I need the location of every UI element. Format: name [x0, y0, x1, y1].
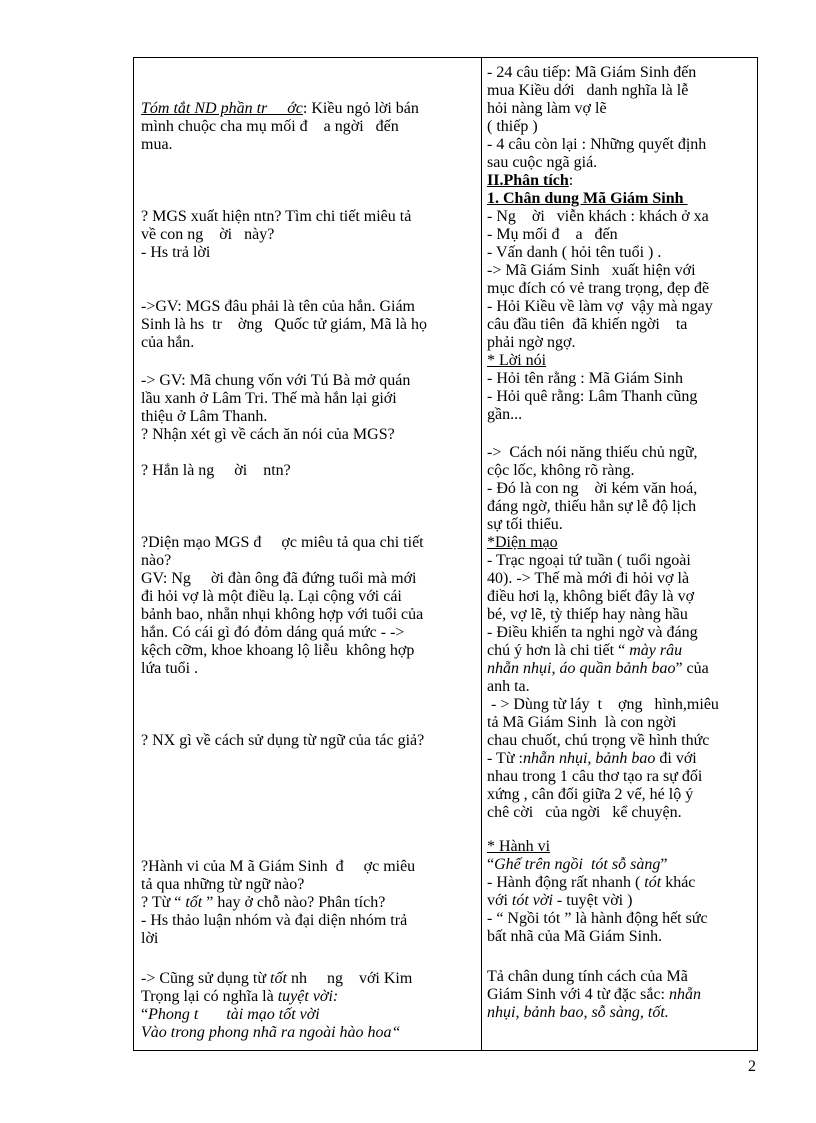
text-run: - Hỏi Kiều về làm vợ vậy mà ngay	[487, 298, 713, 315]
text-run: Tả chân dung tính cách của Mã	[487, 968, 688, 985]
left-block	[141, 858, 474, 948]
text-line	[487, 462, 755, 480]
left-block	[141, 298, 474, 352]
text-run: - Hs trả lời	[141, 244, 211, 261]
text-run: thiệu ở Lâm Thanh.	[141, 408, 268, 425]
text-run: chau chuốt, chú trọng về hình thức	[487, 732, 710, 749]
text-line	[487, 154, 755, 172]
text-run: Phong t tài mạo tốt vời	[148, 1006, 320, 1023]
text-line	[487, 910, 755, 928]
text-line	[487, 516, 755, 534]
text-run: mình chuộc cha mụ mối đ a ngời đến	[141, 118, 399, 135]
text-run: nhụi, bảnh bao, sỗ sàng, tốt.	[487, 1004, 669, 1021]
text-run: ” hay ở chỗ nào? Phân tích?	[202, 894, 386, 911]
text-run: đi hỏi vợ là một điều lạ. Lại cộng với cái	[141, 588, 402, 605]
text-run: kệch cỡm, khoe khoang lộ liễu không hợp	[141, 642, 415, 659]
text-line	[141, 912, 474, 930]
text-line	[141, 970, 474, 988]
text-run: ? Từ “	[141, 894, 186, 911]
text-line	[487, 768, 755, 786]
text-run: nh ng với Kim	[286, 970, 413, 987]
text-line	[141, 642, 474, 660]
text-line	[141, 408, 474, 426]
text-line	[487, 928, 755, 946]
text-run: - 24 câu tiếp: Mã Giám Sinh đến	[487, 64, 697, 81]
text-run: khác	[661, 874, 696, 891]
text-run: 40). -> Thế mà mới đi hỏi vợ là	[487, 570, 690, 587]
text-line	[487, 986, 755, 1004]
text-line	[141, 390, 474, 408]
text-line	[487, 480, 755, 498]
text-run: ? Hắn là ng ời ntn?	[141, 462, 291, 479]
text-line	[141, 1006, 474, 1024]
text-run: tốt	[270, 970, 287, 987]
page-number: 2	[748, 1058, 756, 1075]
text-run: ? NX gì về cách sử dụng từ ngữ của tác giả?	[141, 732, 425, 749]
left-block	[141, 208, 474, 262]
text-run: -> Mã Giám Sinh xuất hiện với	[487, 262, 696, 279]
text-run: cộc lốc, không rõ ràng.	[487, 462, 635, 479]
text-line	[487, 136, 755, 154]
text-run: lầu xanh ở Lâm Tri. Thế mà hắn lại giới	[141, 390, 397, 407]
text-line	[487, 750, 755, 768]
text-line	[141, 552, 474, 570]
text-run: sau cuộc ngã giá.	[487, 154, 598, 171]
text-line	[487, 552, 755, 570]
text-run: nhau trong 1 câu thơ tạo ra sự đối	[487, 768, 703, 785]
text-run: - tuyệt vời )	[552, 892, 633, 909]
text-line	[487, 678, 755, 696]
left-block	[141, 732, 474, 750]
text-line	[141, 372, 474, 390]
text-run: 1. Chân dung Mã Giám Sinh	[487, 190, 688, 207]
text-run: tót vời	[511, 892, 553, 909]
text-run: câu đầu tiên đã khiến ngời ta	[487, 316, 688, 333]
text-run: - Từ :	[487, 750, 523, 767]
text-line	[487, 316, 755, 334]
text-line	[141, 588, 474, 606]
text-line	[141, 988, 474, 1006]
text-line	[487, 370, 755, 388]
text-run: ?Diện mạo MGS đ ợc miêu tả qua chi tiết	[141, 534, 424, 551]
text-run: - Hỏi quê rằng: Lâm Thanh cũng	[487, 388, 698, 405]
text-run: - “ Ngồi tót ” là hành động hết sức	[487, 910, 708, 927]
text-run: Vào trong phong nhã ra ngoài hào hoa“	[141, 1024, 401, 1041]
left-block	[141, 534, 474, 678]
text-line	[141, 534, 474, 552]
text-run: lời	[141, 930, 159, 947]
text-line	[141, 462, 474, 480]
text-run: ? MGS xuất hiện ntn? Tìm chi tiết miêu tả	[141, 208, 412, 225]
text-line	[487, 714, 755, 732]
text-run: ”	[660, 856, 668, 873]
text-line	[141, 334, 474, 352]
text-line	[487, 280, 755, 298]
text-run: -> GV: Mã chung vốn với Tú Bà mở quán	[141, 372, 411, 389]
text-run: *Diện mạo	[487, 534, 558, 551]
text-line	[141, 660, 474, 678]
text-run: với	[487, 892, 512, 909]
text-line	[487, 624, 755, 642]
text-line	[141, 100, 474, 118]
text-line	[487, 100, 755, 118]
text-line	[487, 660, 755, 678]
text-run: Tóm tắt ND phần tr ớc	[141, 100, 303, 117]
text-line	[487, 388, 755, 406]
text-run: ( thiếp )	[487, 118, 538, 135]
left-block	[141, 462, 474, 480]
text-line	[487, 298, 755, 316]
text-run: - Hành động rất nhanh (	[487, 874, 645, 891]
text-run: - Đó là con ng ời kém văn hoá,	[487, 480, 698, 497]
text-line	[141, 894, 474, 912]
text-run: GV: Ng ời đàn ông đã đứng tuổi mà mới	[141, 570, 417, 587]
text-run: sự tối thiểu.	[487, 516, 563, 533]
text-run: Trọng lại có nghĩa là	[141, 988, 278, 1005]
text-line	[487, 838, 755, 856]
text-run: hắn. Có cái gì đó đỏm dáng quá mức - ->	[141, 624, 405, 641]
text-line	[487, 534, 755, 552]
text-run: hỏi nàng làm vợ lẽ	[487, 100, 607, 117]
text-line	[487, 1004, 755, 1022]
text-run: bảnh bao, nhẵn nhụi không hợp với tuổi của	[141, 606, 424, 623]
text-run: ?Hành vi của M ã Giám Sinh đ ợc miêu	[141, 858, 416, 875]
text-run: bé, vợ lẽ, tỳ thiếp hay nàng hầu	[487, 606, 688, 623]
text-run: ” của	[675, 660, 709, 677]
text-run: “	[487, 856, 495, 873]
text-run: tót	[644, 874, 662, 891]
text-run: mày râu	[629, 642, 683, 659]
text-run: nhẵn nhụi, áo quần bảnh bao	[487, 660, 676, 677]
text-run: anh ta.	[487, 678, 530, 695]
text-line	[487, 226, 755, 244]
text-line	[487, 498, 755, 516]
text-line	[141, 426, 474, 444]
text-run: nhẵn	[669, 986, 701, 1003]
text-line	[487, 406, 755, 424]
text-line	[487, 334, 755, 352]
text-run: Sinh là hs tr ờng Quốc tử giám, Mã là họ	[141, 316, 427, 333]
text-line	[141, 1024, 474, 1042]
text-line	[141, 876, 474, 894]
column-divider	[481, 58, 482, 1050]
text-line	[487, 786, 755, 804]
text-line	[487, 190, 755, 208]
text-line	[487, 606, 755, 624]
right-block	[487, 968, 755, 1022]
text-line	[141, 208, 474, 226]
text-run: * Lời nói	[487, 352, 547, 369]
text-run: “	[141, 1006, 149, 1023]
text-line	[487, 444, 755, 462]
text-line	[141, 624, 474, 642]
text-line	[141, 118, 474, 136]
text-run: - Điều khiến ta nghi ngờ và đáng	[487, 624, 698, 641]
text-line	[487, 856, 755, 874]
text-run: ->GV: MGS đâu phải là tên của hắn. Giám	[141, 298, 415, 315]
text-run: phải ngờ ngợ.	[487, 334, 576, 351]
text-run: điều hơi lạ, không biết đây là vợ	[487, 588, 695, 605]
text-run: xứng , cân đối giữa 2 vế, hé lộ ý	[487, 786, 694, 803]
text-run: - > Dùng từ láy t ợng hình,miêu	[487, 696, 719, 713]
text-run: mua.	[141, 136, 173, 153]
text-run: - 4 câu còn lại : Những quyết định	[487, 136, 707, 153]
text-run: tốt	[185, 894, 203, 911]
text-line	[487, 968, 755, 986]
text-run: tuyệt vời:	[277, 988, 339, 1005]
text-run: đi với	[655, 750, 697, 767]
teacher-activity-column	[141, 58, 474, 1050]
lesson-content-column	[487, 58, 755, 1050]
text-run: * Hành vi	[487, 838, 551, 855]
text-run: - Trạc ngoại tứ tuần ( tuổi ngoài	[487, 552, 691, 569]
text-run: Giám Sinh với 4 từ đặc sắc:	[487, 986, 669, 1003]
text-run: - Hs thảo luận nhóm và đại diện nhóm trả	[141, 912, 408, 929]
text-line	[141, 316, 474, 334]
text-line	[487, 696, 755, 714]
text-line	[487, 642, 755, 660]
right-block	[487, 444, 755, 822]
text-line	[141, 244, 474, 262]
text-run: về con ng ời này?	[141, 226, 275, 243]
text-line	[487, 352, 755, 370]
text-line	[487, 208, 755, 226]
text-run: - Mụ mối đ a đến	[487, 226, 618, 243]
text-line	[487, 874, 755, 892]
text-line	[487, 804, 755, 822]
text-run: :	[568, 172, 574, 189]
text-run: ? Nhận xét gì về cách ăn nói của MGS?	[141, 426, 395, 443]
left-block	[141, 970, 474, 1042]
text-line	[141, 858, 474, 876]
text-run: - Vấn danh ( hỏi tên tuổi ) .	[487, 244, 662, 261]
text-run: - Hỏi tên rằng : Mã Giám Sinh	[487, 370, 683, 387]
text-run: tả Mã Giám Sinh là con ngời	[487, 714, 677, 731]
text-line	[487, 588, 755, 606]
text-line	[487, 570, 755, 588]
text-line	[487, 118, 755, 136]
text-run: Ghế trên ngồi tót sỗ sàng	[494, 856, 661, 873]
text-line	[141, 226, 474, 244]
left-block	[141, 372, 474, 444]
text-line	[487, 82, 755, 100]
text-run: chú ý hơn là chi tiết “	[487, 642, 630, 659]
text-line	[487, 892, 755, 910]
text-line	[141, 606, 474, 624]
text-run: gần...	[487, 406, 523, 423]
left-block	[141, 100, 474, 154]
text-line	[487, 172, 755, 190]
text-run: : Kiều ngỏ lời bán	[302, 100, 419, 117]
text-run: bất nhã của Mã Giám Sinh.	[487, 928, 663, 945]
text-run: -> Cách nói năng thiếu chủ ngữ,	[487, 444, 698, 461]
text-run: nhẵn nhụi, bảnh bao	[522, 750, 656, 767]
text-run: chê cời của ngời kể chuyện.	[487, 804, 682, 821]
text-line	[141, 136, 474, 154]
text-line	[487, 262, 755, 280]
text-run: của hắn.	[141, 334, 195, 351]
text-run: đáng ngờ, thiếu hẳn sự lễ độ lịch	[487, 498, 697, 515]
text-run: nào?	[141, 552, 172, 569]
text-run: mục đích có vẻ trang trọng, đẹp đẽ	[487, 280, 710, 297]
text-line	[141, 570, 474, 588]
text-run: lứa tuổi .	[141, 660, 199, 677]
right-block	[487, 838, 755, 946]
text-run: tả qua những từ ngữ nào?	[141, 876, 305, 893]
text-run: - Ng ời viễn khách : khách ở xa	[487, 208, 709, 225]
text-run: II.Phân tích	[487, 172, 569, 189]
right-block	[487, 64, 755, 424]
text-line	[141, 298, 474, 316]
text-run: mua Kiều dới danh nghĩa là lễ	[487, 82, 689, 99]
text-line	[141, 930, 474, 948]
text-line	[487, 732, 755, 750]
lesson-table	[133, 57, 758, 1051]
text-line	[487, 64, 755, 82]
text-line	[141, 732, 474, 750]
text-run: -> Cũng sử dụng từ	[141, 970, 271, 987]
text-line	[487, 244, 755, 262]
